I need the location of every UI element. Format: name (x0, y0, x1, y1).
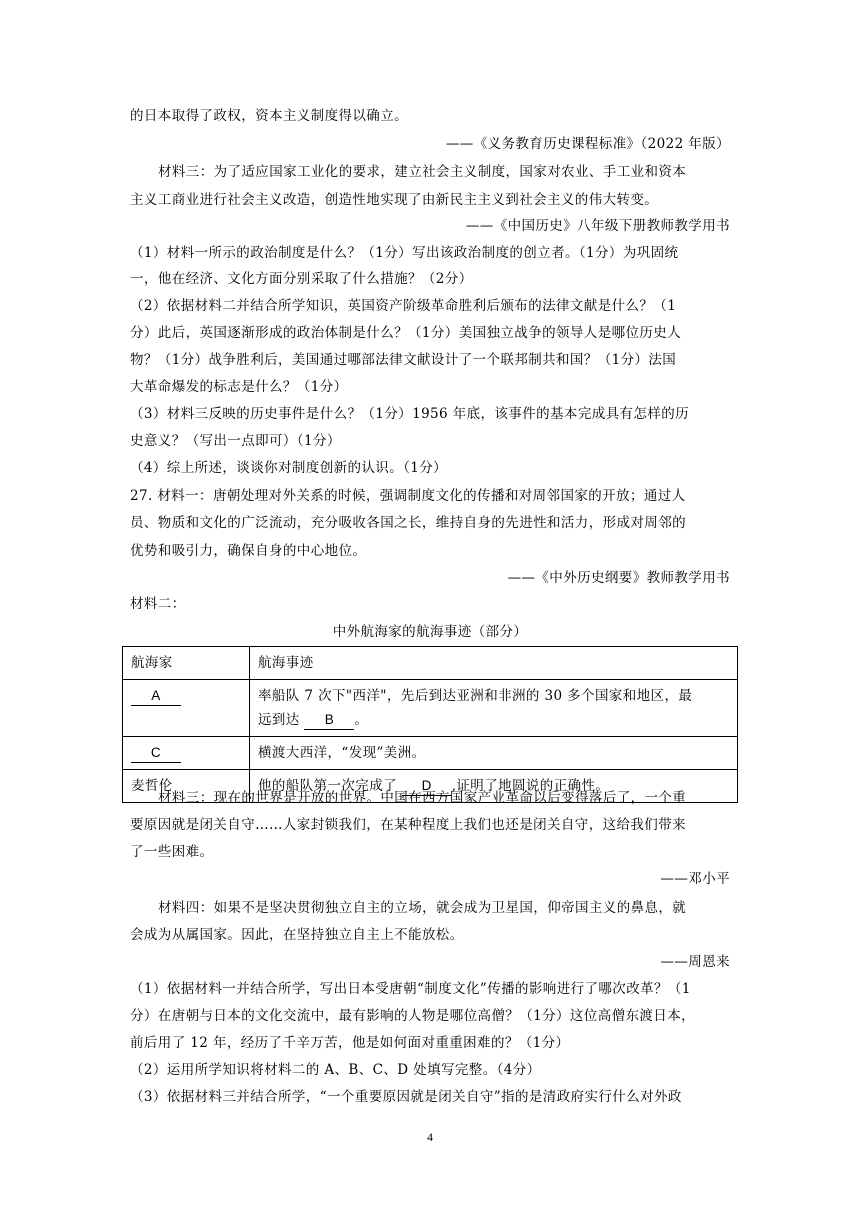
table-cell (250, 680, 738, 737)
table-title: 中外航海家的航海事迹（部分） (332, 624, 528, 640)
text-line: 材料三：为了适应国家工业化的要求，建立社会主义制度，国家对农业、手工业和资本 (158, 164, 687, 180)
question-number-line: 27. 材料一：唐朝处理对外关系的时候，强调制度文化的传播和对周邻国家的开放；通过人 (130, 488, 686, 504)
navigator-table (122, 646, 738, 803)
answer-blank-b: B (304, 711, 354, 730)
question-line: 分）在唐朝与日本的文化交流中，最有影响的人物是哪位高僧？（1分）这位高僧东渡日本， (130, 1008, 695, 1024)
citation: ——《中国历史》八年级下册教师教学用书 (465, 218, 730, 234)
table-row (123, 680, 738, 737)
text-line: 员、物质和文化的广泛流动，充分吸收各国之长，维持自身的先进性和活力，形成对周邻的 (130, 515, 686, 531)
table-cell (123, 737, 250, 770)
text-line: 材料二： (130, 596, 186, 612)
citation: ——邓小平 (660, 871, 730, 887)
answer-blank-d: D (402, 777, 452, 796)
text-line: 的日本取得了政权，资本主义制度得以确立。 (130, 108, 408, 124)
question-line: （4）综上所述，谈谈你对制度创新的认识。（1分） (130, 460, 448, 476)
answer-blank-a: A (131, 687, 181, 706)
question-line: （3）依据材料三并结合所学，“一个重要原因就是闭关自守”指的是清政府实行什么对外政 (130, 1089, 682, 1105)
table-header-cell: 航海事迹 (250, 647, 738, 680)
question-line: （1）依据材料一并结合所学，写出日本受唐朝“制度文化”传播的影响进行了哪次改革？（1 (130, 981, 691, 997)
cell-text: ,证明了地圆说的正确性。 (451, 778, 610, 794)
cell-text: 。 (354, 712, 369, 728)
page-number: 4 (427, 1130, 433, 1144)
question-line: （2）依据材料二并结合所学知识，英国资产阶级革命胜利后颁布的法律文献是什么？（1 (130, 298, 677, 314)
question-line: 分）此后，英国逐渐形成的政治体制是什么？（1分）美国独立战争的领导人是哪位历史人 (130, 325, 682, 341)
question-line: （3）材料三反映的历史事件是什么？（1分）1956 年底，该事件的基本完成具有怎样的历 (130, 406, 690, 422)
text-line: 材料三：现在的世界是开放的世界。中国在西方国家产业革命以后变得落后了，一个重 (158, 790, 687, 806)
cell-text: 远到达 (258, 712, 300, 728)
table-header-cell: 航海家 (123, 647, 250, 680)
text-line: 了一些困难。 (130, 844, 214, 860)
text-line: 材料四：如果不是坚决贯彻独立自主的立场，就会成为卫星国，仰帝国主义的鼻息，就 (158, 900, 687, 916)
citation: ——《义务教育历史课程标准》（2022 年版） (445, 136, 730, 152)
citation: ——《中外历史纲要》教师教学用书 (507, 570, 730, 586)
cell-text: 率船队 7 次下"西洋"，先后到达亚洲和非洲的 30 多个国家和地区，最 (258, 688, 693, 704)
text-line: 优势和吸引力，确保自身的中心地位。 (130, 543, 367, 559)
text-line: 主义工商业进行社会主义改造，创造性地实现了由新民主主义到社会主义的伟大转变。 (130, 192, 659, 208)
question-line: 前后用了 12 年，经历了千辛万苦，他是如何面对重重困难的？（1分） (130, 1035, 570, 1051)
citation: ——周恩来 (660, 954, 730, 970)
question-line: 大革命爆发的标志是什么？（1分） (130, 379, 348, 395)
table-header-row (123, 647, 738, 680)
table-row (123, 737, 738, 770)
answer-blank-c: C (131, 744, 181, 763)
cell-text: 他的船队第一次完成了 (258, 778, 397, 794)
table-cell: 麦哲伦 (123, 770, 250, 803)
question-line: 一，他在经济、文化方面分别采取了什么措施？（2分） (130, 271, 473, 287)
question-line: （1）材料一所示的政治制度是什么？（1分）写出该政治制度的创立者。（1分）为巩固统 (130, 245, 679, 261)
text-line: 会成为从属国家。因此，在坚持独立自主上不能放松。 (130, 927, 464, 943)
question-line: （2）运用所学知识将材料二的 A、B、C、D 处填写完整。（4分） (130, 1062, 541, 1078)
table-cell: 横渡大西洋，“发现”美洲。 (250, 737, 738, 770)
table-cell (123, 680, 250, 737)
text-line: 要原因就是闭关自守……人家封锁我们，在某种程度上我们也还是闭关自守，这给我们带来 (130, 817, 686, 833)
question-line: 史意义？（写出一点即可）（1分） (130, 433, 341, 449)
question-line: 物？（1分）战争胜利后，美国通过哪部法律文献设计了一个联邦制共和国？（1分）法国 (130, 352, 677, 368)
